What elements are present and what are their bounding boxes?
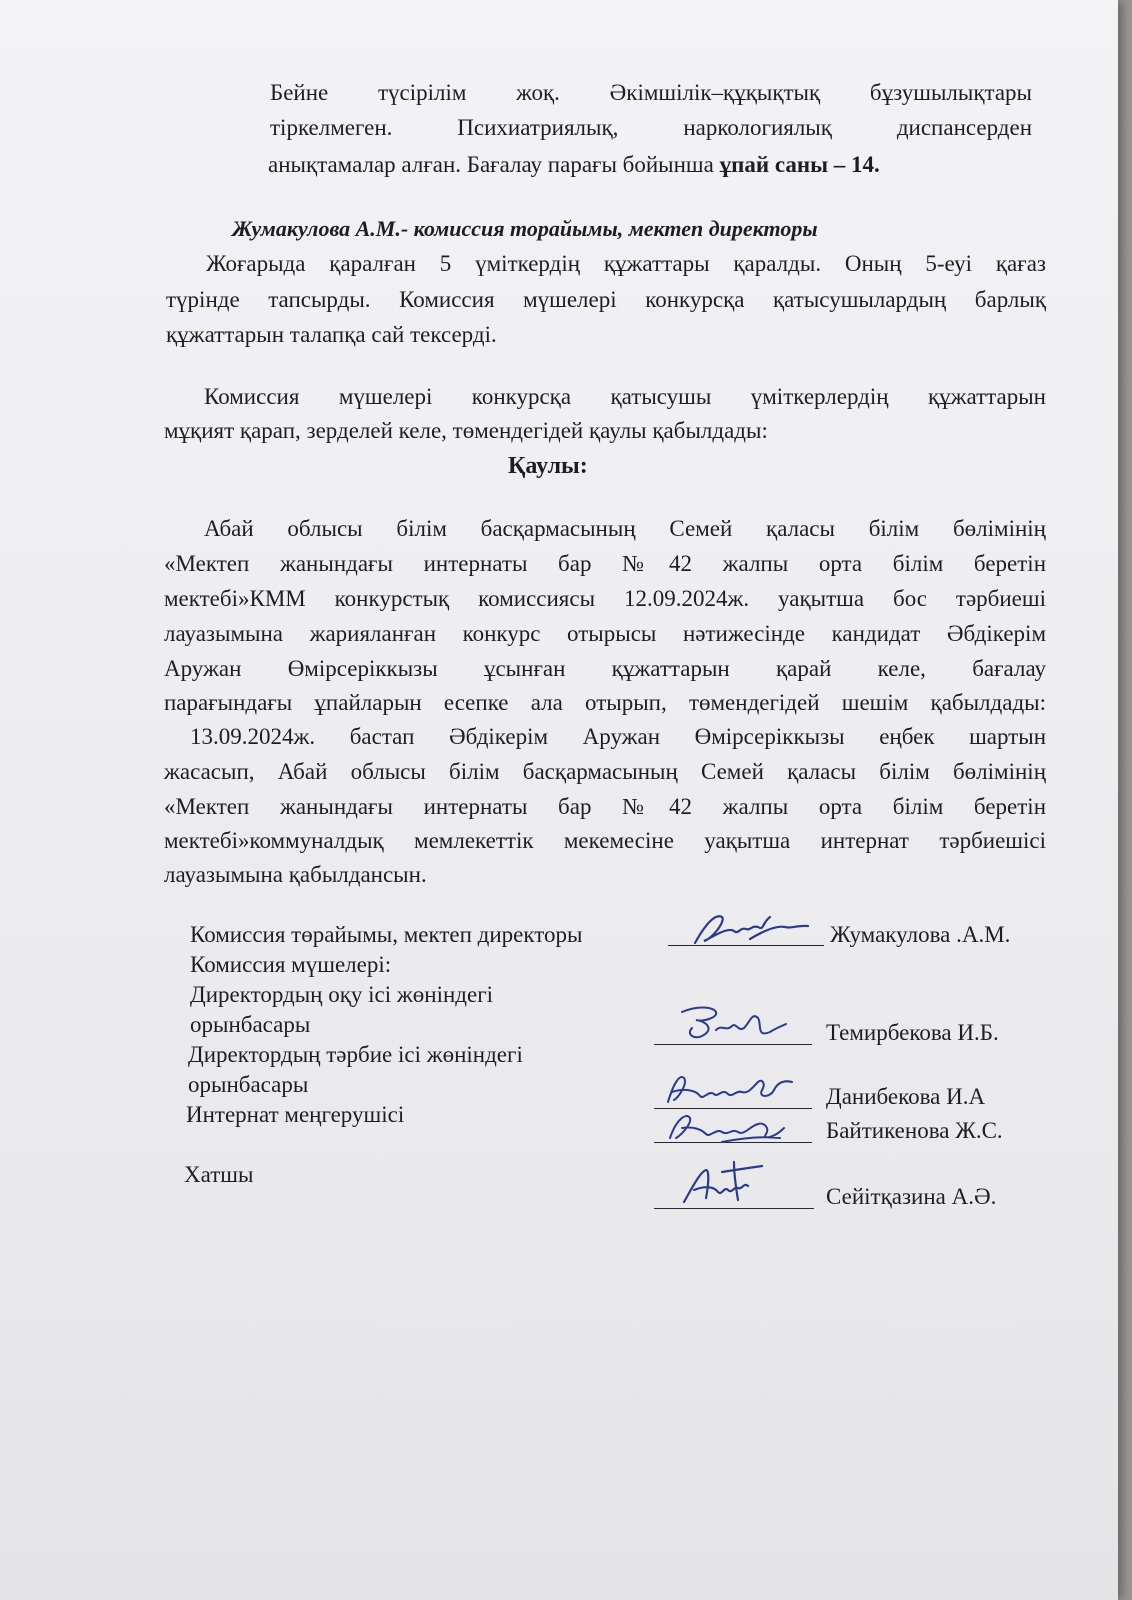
resolution-p2-line-4: мектебі»коммуналдық мемлекеттік мекемесіне уақытша интернат тәрбиешісі xyxy=(164,828,1046,853)
members-label: Комиссия мүшелері: xyxy=(190,952,392,977)
deputy-upbr-role-line-1: Директордың тәрбие ісі жөніндегі xyxy=(188,1042,523,1067)
resolution-p1-line-3: мектебі»КММ конкурстық комиссиясы 12.09.2024ж. уақытша бос тәрбиеші xyxy=(164,586,1046,611)
resolution-p1-line-1: Абай облысы білім басқармасының Семей қаласы білім бөлімінің xyxy=(204,516,1046,541)
resolution-title: Қаулы: xyxy=(508,453,588,479)
resolution-p1-line-2: «Мектеп жанындағы интернаты бар №42 жалпы орта білім беретін xyxy=(164,551,1046,576)
deputy-edu-role-line-2: орынбасары xyxy=(190,1012,311,1037)
chair-signature xyxy=(690,905,820,955)
secretary-signature xyxy=(678,1158,778,1213)
boarding-name: Байтикенова Ж.С. xyxy=(826,1118,1003,1143)
resolution-p1-line-6: парағындағы ұпайларын есепке ала отырып, төмендегідей шешім қабылдады: xyxy=(164,690,1046,715)
boarding-signature xyxy=(662,1108,792,1155)
chair-role: Комиссия төрайымы, мектеп директоры xyxy=(190,922,583,947)
top-paragraph-line-3-text: анықтамалар алған. Бағалау парағы бойынша xyxy=(268,152,720,177)
resolution-p2-line-3: «Мектеп жанындағы интернаты бар №42 жалпы орта білім беретін xyxy=(164,794,1046,819)
resolution-p2-line-1: 13.09.2024ж. бастап Әбдікерім Аружан Өмірсеріккызы еңбек шартын xyxy=(190,724,1046,749)
deputy-upbr-name: Данибекова И.А xyxy=(826,1084,986,1109)
chair-paragraph-line-2: түрінде тапсырды. Комиссия мүшелері конкурсқа қатысушылардың барлық xyxy=(166,287,1046,312)
chair-paragraph-line-1: Жоғарыда қаралған 5 үміткердің құжаттары қаралды. Оның 5-еуі қағаз xyxy=(206,251,1046,276)
secretary-role: Хатшы xyxy=(184,1162,254,1187)
commission-paragraph-line-2: мұқият қарап, зерделей келе, төмендегідей қаулы қабылдады: xyxy=(164,418,768,443)
chair-heading: Жумакулова А.М.- комиссия торайымы, мектеп директоры xyxy=(232,216,818,241)
resolution-p2-line-5: лауазымына қабылдансын. xyxy=(164,862,427,887)
top-paragraph-line-3 xyxy=(268,150,880,180)
top-paragraph-line-1: Бейне түсірілім жоқ. Әкімшілік–құқықтық бұзушылықтары xyxy=(270,80,1032,105)
secretary-name: Сейітқазина А.Ә. xyxy=(826,1184,997,1209)
deputy-edu-signature xyxy=(672,1000,792,1050)
resolution-p2-line-2: жасасып, Абай облысы білім басқармасының Семей қаласы білім бөлімінің xyxy=(164,759,1046,784)
resolution-p1-line-4: лауазымына жарияланған конкурс отырысы нәтижесінде кандидат Әбдікерім xyxy=(164,621,1046,646)
chair-paragraph-line-3: құжаттарын талапқа сай тексерді. xyxy=(166,322,497,347)
resolution-p1-line-5: Аружан Өмірсеріккызы ұсынған құжаттарын қарай келе, бағалау xyxy=(164,656,1046,681)
score-text: ұпай саны – 14. xyxy=(719,152,880,177)
top-paragraph-line-2: тіркелмеген. Психиатриялық, наркологиялық диспансерден xyxy=(270,115,1032,140)
deputy-upbr-role-line-2: орынбасары xyxy=(188,1072,309,1097)
chair-name: Жумакулова .А.М. xyxy=(830,922,1011,947)
commission-paragraph-line-1: Комиссия мүшелері конкурсқа қатысушы үміткерлердің құжаттарын xyxy=(204,384,1046,409)
deputy-edu-role-line-1: Директордың оқу ісі жөніндегі xyxy=(190,982,494,1007)
deputy-edu-name: Темирбекова И.Б. xyxy=(826,1020,999,1045)
boarding-role: Интернат меңгерушісі xyxy=(186,1102,405,1127)
